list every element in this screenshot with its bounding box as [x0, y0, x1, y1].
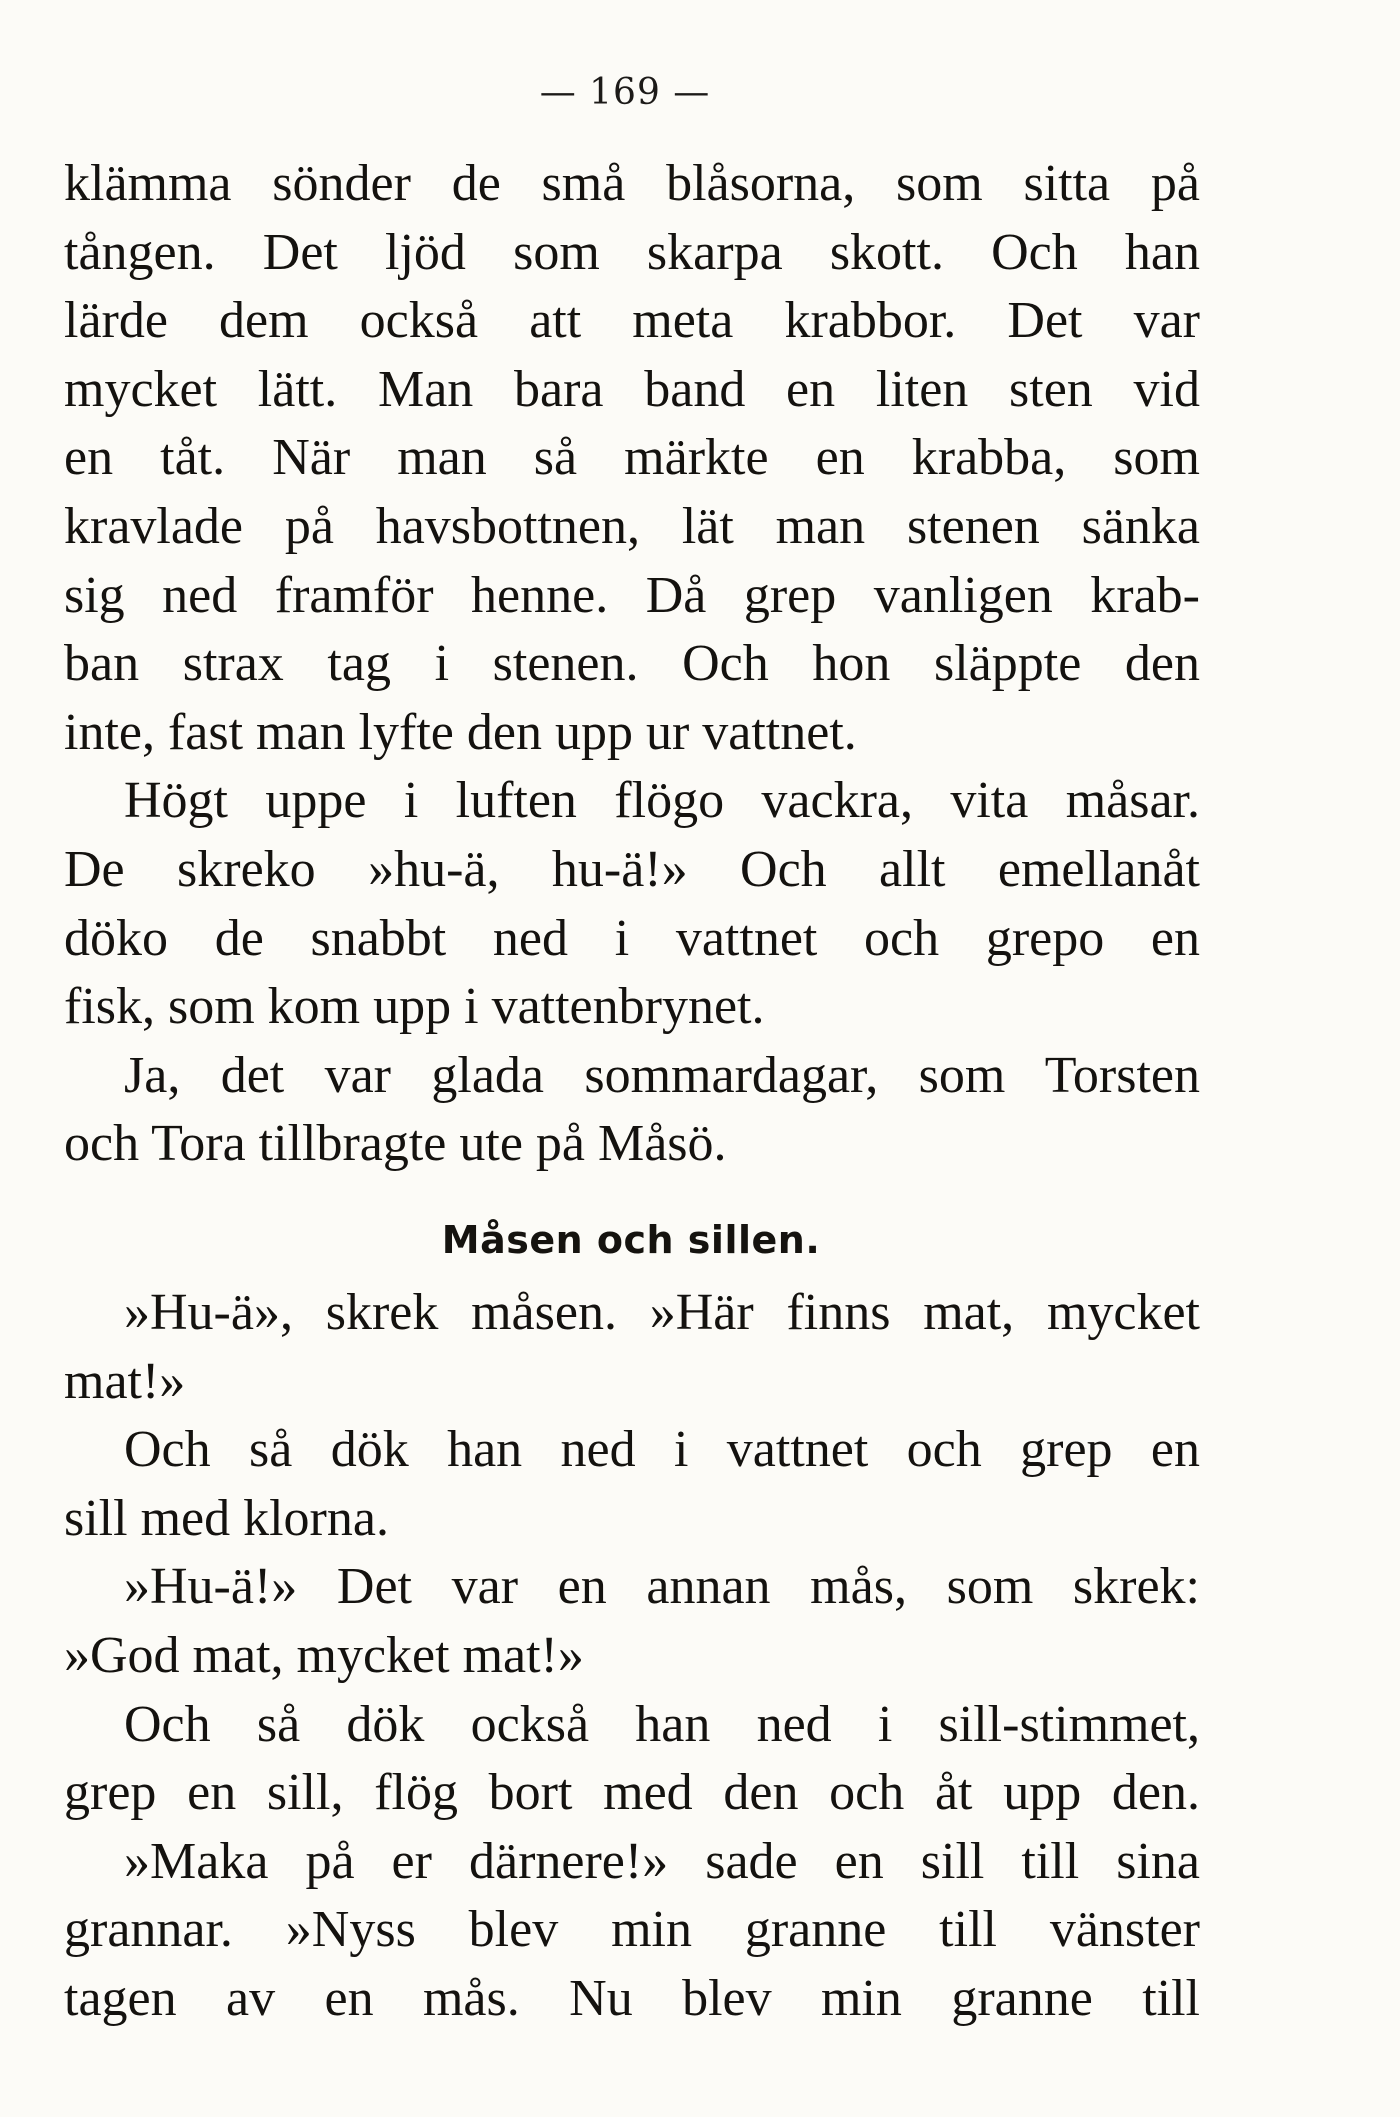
- text-line: döko de snabbt ned i vattnet och grepo en: [64, 909, 1200, 967]
- text-line: och Tora tillbragte ute på Måsö.: [64, 1115, 727, 1173]
- text-line: »Hu-ä!» Det var en annan mås, som skrek:: [124, 1558, 1200, 1616]
- text-line: en tåt. När man så märkte en krabba, som: [64, 429, 1200, 487]
- text-line: mycket lätt. Man bara band en liten sten vid: [64, 360, 1200, 418]
- text-line: Och så dök också han ned i sill-stimmet,: [124, 1695, 1200, 1753]
- text-line: lärde dem också att meta krabbor. Det var: [64, 292, 1200, 350]
- text-line: kravlade på havsbottnen, lät man stenen sänka: [64, 497, 1200, 555]
- body-text-section-1: [64, 150, 1200, 1179]
- text-line: klämma sönder de små blåsorna, som sitta på: [64, 155, 1200, 212]
- text-line: fisk, som kom upp i vattenbrynet.: [64, 978, 765, 1036]
- body-text-section-2: [64, 1279, 1200, 2034]
- text-line: Ja, det var glada sommardagar, som Torsten: [124, 1046, 1200, 1104]
- text-line: grannar. »Nyss blev min granne till vänster: [64, 1901, 1200, 1959]
- text-line: mat!»: [64, 1352, 186, 1410]
- section-heading: Måsen och sillen.: [441, 1218, 821, 1262]
- text-line: De skreko »hu-ä, hu-ä!» Och allt emellanåt: [64, 840, 1200, 898]
- page-number: — 169 —: [539, 72, 711, 113]
- text-line: Och så dök han ned i vattnet och grep en: [124, 1421, 1200, 1479]
- text-line: »God mat, mycket mat!»: [64, 1626, 584, 1684]
- text-line: »Hu-ä», skrek måsen. »Här finns mat, mycket: [124, 1284, 1200, 1341]
- text-line: Högt uppe i luften flögo vackra, vita måsar.: [124, 772, 1200, 830]
- text-line: »Maka på er därnere!» sade en sill till sina: [124, 1832, 1200, 1890]
- text-line: tagen av en mås. Nu blev min granne till: [64, 1969, 1200, 2027]
- text-line: tången. Det ljöd som skarpa skott. Och han: [64, 223, 1200, 281]
- text-line: sig ned framför henne. Då grep vanligen krab-: [64, 566, 1200, 624]
- text-line: inte, fast man lyfte den upp ur vattnet.: [64, 703, 857, 761]
- text-line: sill med klorna.: [64, 1489, 389, 1547]
- text-line: ban strax tag i stenen. Och hon släppte den: [64, 635, 1200, 693]
- text-line: grep en sill, flög bort med den och åt upp den.: [64, 1764, 1200, 1822]
